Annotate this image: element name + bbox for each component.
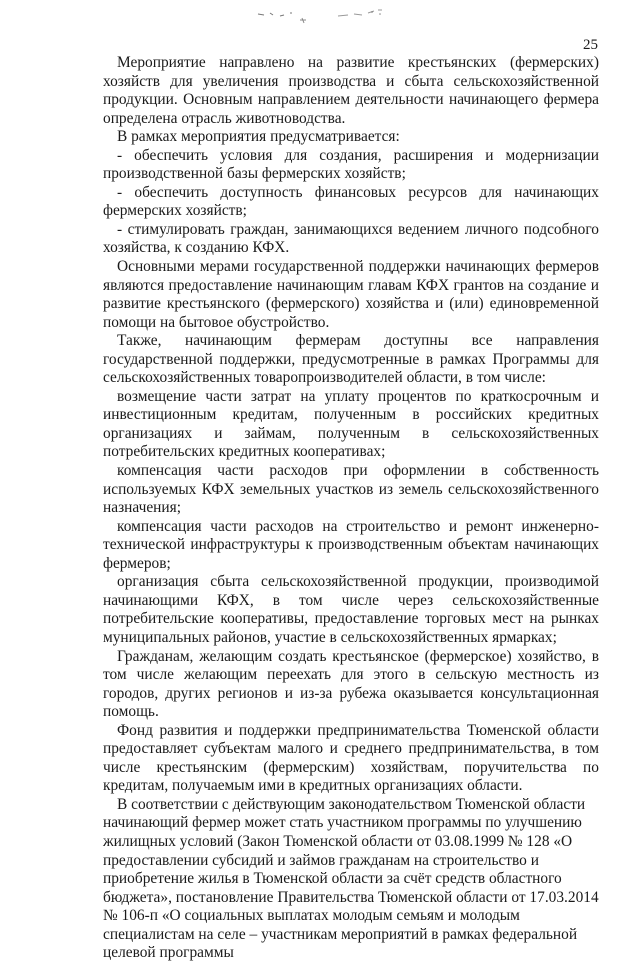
- paragraph-housing: В соответствии с действующим законодательством Тюменской области начинающий фермер может стать участником программы по улучшению жилищных условий (Закон Тюменской области от 03.08.1999 № 128 «О предоставлении субсидий и займов гражданам на строительство и приобретение жилья в Тюменской области за счёт средств областного бюджета», постановление Правительства Тюменской области от 17.03.2014 № 106-п «О социальных выплатах молодым семьям и молодым специалистам на селе – участникам мероприятий в рамках федеральной целевой программы: [103, 795, 599, 962]
- paragraph-consulting: Гражданам, желающим создать крестьянское (фермерское) хозяйство, в том числе желающим переехать для этого в сельскую местность из городов, других регионов и из-за рубежа оказывается консультационная помощь.: [103, 647, 599, 721]
- paragraph-intro: Мероприятие направлено на развитие крестьянских (фермерских) хозяйств для увеличения производства и сбыта сельскохозяйственной продукции. Основным направлением деятельности начинающего фермера определена отрасль животноводства.: [103, 54, 599, 127]
- list-item-modernization: - обеспечить условия для создания, расширения и модернизации производственной базы фермерских хозяйств;: [103, 146, 599, 183]
- body-text: [103, 54, 599, 963]
- page-number: 25: [583, 37, 598, 53]
- list-item-financial-access: - обеспечить доступность финансовых ресурсов для начинающих фермерских хозяйств;: [103, 183, 599, 220]
- list-item-sales-organization: организация сбыта сельскохозяйственной продукции, производимой начинающими КФХ, в том числе через сельскохозяйственные потребительские кооперативы, предоставление торговых мест на рынках муниципальных районов, участие в сельскохозяйственных ярмарках;: [103, 573, 599, 646]
- paragraph-fund: Фонд развития и поддержки предпринимательства Тюменской области предоставляет субъектам малого и среднего предпринимательства, в том числе крестьянским (фермерским) хозяйствам, поручительства по кредитам, получаемым ими в кредитных организациях области.: [103, 721, 599, 795]
- paragraph-measures-heading: В рамках мероприятия предусматривается:: [117, 128, 400, 146]
- paragraph-program-directions: Также, начинающим фермерам доступны все направления государственной поддержки, предусмотренные в рамках Программы для сельскохозяйственных товаропроизводителей области, в том числе:: [103, 332, 599, 387]
- list-item-infrastructure: компенсация части расходов на строительство и ремонт инженерно-технической инфраструктуры к производственным объектам начинающих фермеров;: [103, 517, 599, 572]
- list-item-stimulate-citizens: - стимулировать граждан, занимающихся ведением личного подсобного хозяйства, к созданию КФХ.: [103, 220, 599, 257]
- list-item-land-registration: компенсация части расходов при оформлении в собственность используемых КФХ земельных участков из земель сельскохозяйственного назначения;: [103, 462, 599, 517]
- scan-artifact: [250, 4, 400, 26]
- list-item-interest-compensation: возмещение части затрат на уплату процентов по краткосрочным и инвестиционным кредитам, полученным в российских кредитных организациях и займам, полученным в сельскохозяйственных потребительских кредитных кооперативах;: [103, 387, 599, 461]
- paragraph-state-support: Основными мерами государственной поддержки начинающих фермеров являются предоставление начинающим главам КФХ грантов на создание и развитие крестьянского (фермерского) хозяйства и (или) единовременной помощи на бытовое обустройство.: [103, 258, 599, 331]
